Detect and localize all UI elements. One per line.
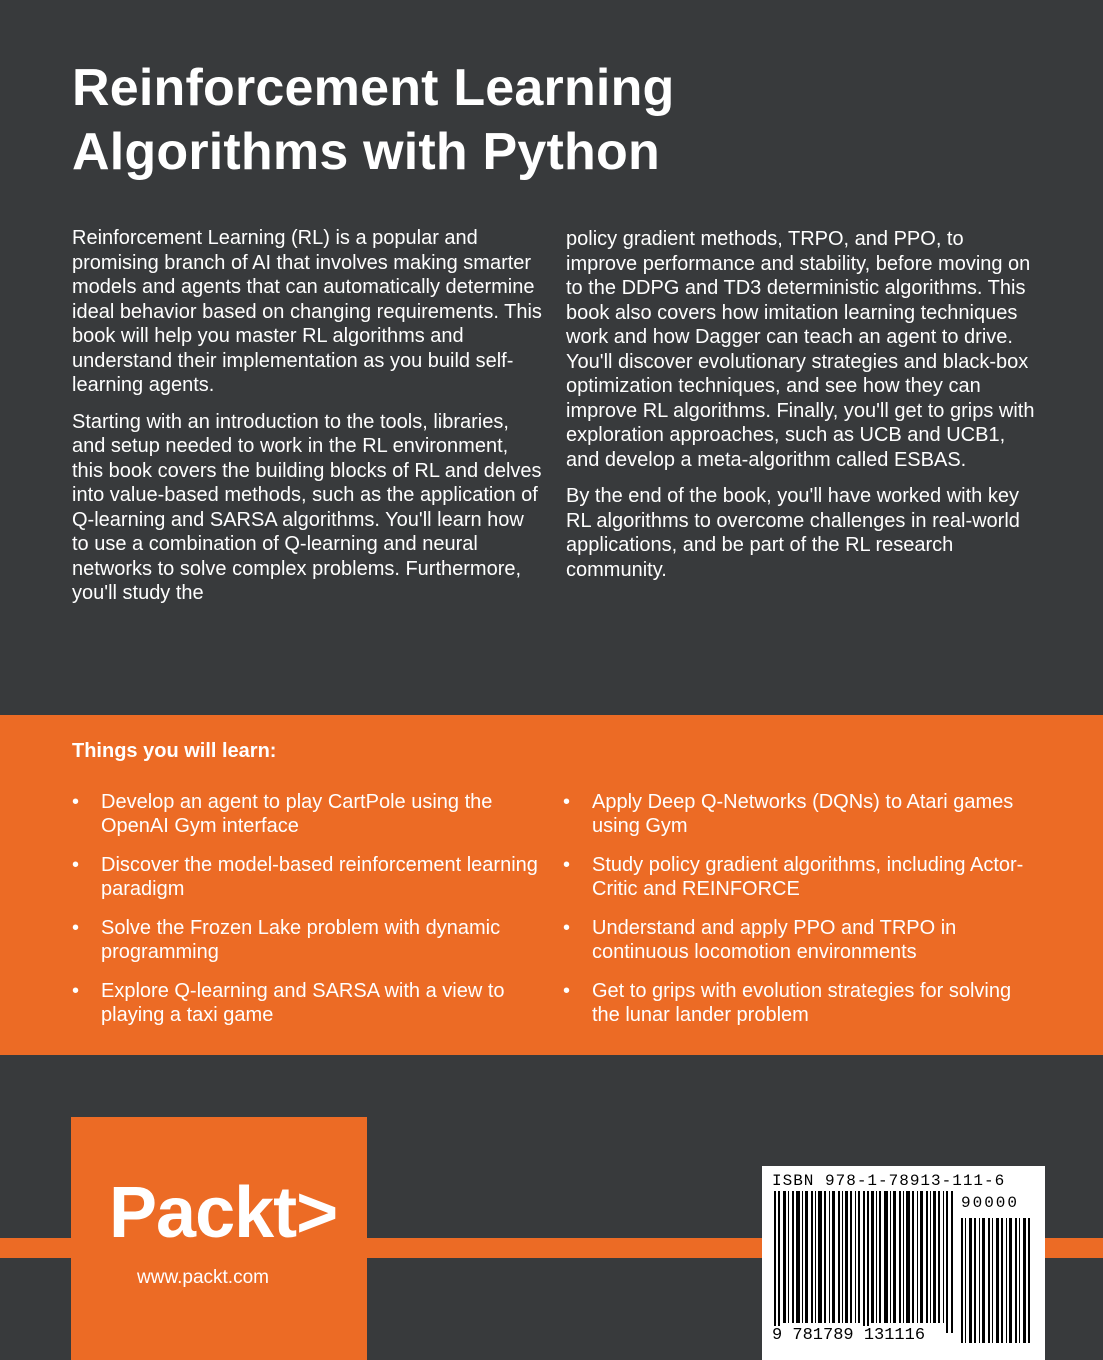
bullet-icon: • [72, 980, 80, 1002]
list-item-text: Explore Q-learning and SARSA with a view to playing a taxi game [101, 980, 505, 1026]
list-item [72, 853, 542, 916]
price-barcode-icon [961, 1218, 1033, 1343]
accent-stripe-right [1045, 1238, 1103, 1258]
bullet-icon: • [563, 980, 571, 1002]
list-item-text: Study policy gradient algorithms, including Actor-Critic and REINFORCE [592, 854, 1024, 900]
list-item [563, 916, 1033, 979]
list-item-text: Apply Deep Q-Networks (DQNs) to Atari games using Gym [592, 791, 1014, 837]
description-paragraph: By the end of the book, you'll have worked with key RL algorithms to overcome challenges in real-world applications, and be part of the RL research community. [566, 485, 1020, 581]
title-line-2: Algorithms with Python [72, 123, 660, 181]
description-paragraph: policy gradient methods, TRPO, and PPO, to improve performance and stability, before moving on to the DDPG and TD3 deterministic algorithms. This book also covers how imitation learning techniques work and how Dagger can teach an agent to drive. You'll discover evolutionary strategies and black-box optimization techniques, and see how they can improve RL algorithms. Finally, you'll get to grips with exploration approaches, such as UCB and UCB1, and develop a meta-algorithm called ESBAS. [566, 228, 1035, 471]
list-item [72, 979, 542, 1042]
list-item [72, 790, 542, 853]
list-item [563, 790, 1033, 853]
bullet-icon: • [72, 854, 80, 876]
learn-list-right [563, 790, 1033, 1042]
book-title [72, 56, 972, 184]
ean-digits: 9 781789 131116 [772, 1326, 926, 1345]
list-item [563, 979, 1033, 1042]
list-item-text: Solve the Frozen Lake problem with dynamic programming [101, 917, 501, 963]
description-paragraph: Starting with an introduction to the tools, libraries, and setup needed to work in the RL environment, this book covers the building blocks of RL and delves into value-based methods, such as the application of Q-learning and SARSA algorithms. You'll learn how to use a combination of Q-learning and neural networks to solve complex problems. Furthermore, you'll study the [72, 410, 542, 604]
accent-stripe-middle [367, 1238, 762, 1258]
list-item-text: Develop an agent to play CartPole using the OpenAI Gym interface [101, 791, 493, 837]
list-item-text: Discover the model-based reinforcement learning paradigm [101, 854, 538, 900]
description-left-column [72, 226, 542, 618]
accent-stripe-left [0, 1238, 71, 1258]
bullet-icon: • [72, 791, 80, 813]
description-paragraph: Reinforcement Learning (RL) is a popular and promising branch of AI that involves making smarter models and agents that can automatically determine ideal behavior based on changing requirements. This book will help you master RL algorithms and understand their implementation as you build self-learning agents. [72, 227, 542, 396]
isbn-barcode [762, 1166, 1045, 1360]
ean-barcode-icon [774, 1191, 956, 1333]
list-item [563, 853, 1033, 916]
bullet-icon: • [563, 917, 571, 939]
publisher-logo-box [71, 1117, 367, 1360]
description-right-column [566, 227, 1036, 594]
list-item-text: Understand and apply PPO and TRPO in continuous locomotion environments [592, 917, 957, 963]
price-code: 90000 [961, 1194, 1020, 1212]
bullet-icon: • [563, 791, 571, 813]
packt-logo: Packt> [109, 1173, 338, 1253]
bullet-icon: • [72, 917, 80, 939]
list-item [72, 916, 542, 979]
learn-heading: Things you will learn: [72, 740, 277, 762]
list-item-text: Get to grips with evolution strategies for solving the lunar lander problem [592, 980, 1012, 1026]
publisher-url: www.packt.com [137, 1267, 269, 1288]
isbn-text: ISBN 978-1-78913-111-6 [772, 1172, 1006, 1190]
title-line-1: Reinforcement Learning [72, 59, 675, 117]
bullet-icon: • [563, 854, 571, 876]
learn-list-left [72, 790, 542, 1042]
